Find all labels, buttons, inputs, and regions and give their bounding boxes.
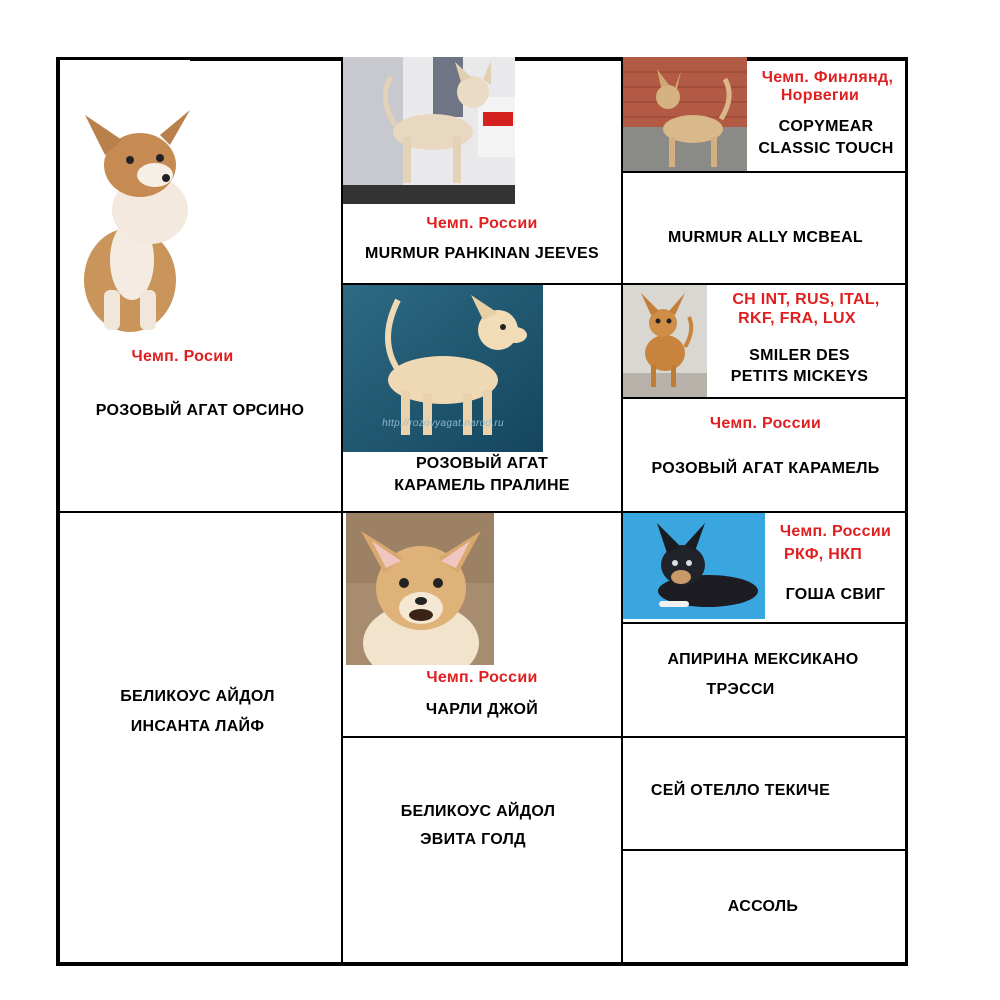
gen3-5-name: ГОША СВИГ bbox=[785, 586, 886, 603]
gen3-4-title: Чемп. России bbox=[709, 415, 822, 432]
sire-dam-name-line1: РОЗОВЫЙ АГАТ bbox=[415, 455, 549, 472]
sire-photo bbox=[60, 60, 190, 335]
gen3-1-name-line1: COPYMEAR bbox=[778, 118, 874, 135]
divider-gen2-b bbox=[341, 736, 623, 738]
dam-name-line1: БЕЛИКОУС АЙДОЛ bbox=[120, 688, 275, 705]
gen3-5-title-line1: Чемп. России bbox=[779, 523, 892, 540]
sire-title: Чемп. Росии bbox=[131, 348, 234, 365]
gen3-6-name-line1: АПИРИНА МЕКСИКАНО bbox=[667, 651, 859, 668]
dam-sire-name: ЧАРЛИ ДЖОЙ bbox=[425, 701, 539, 718]
dam-dam-name-line2: ЭВИТА ГОЛД bbox=[420, 831, 526, 848]
gen3-3-photo bbox=[623, 285, 707, 397]
sire-sire-title: Чемп. России bbox=[426, 215, 538, 232]
divider-gen3-6 bbox=[621, 736, 908, 738]
gen3-7-name: СЕЙ ОТЕЛЛО ТЕКИЧЕ bbox=[650, 782, 831, 799]
dam-name-line2: ИНСАНТА ЛАЙФ bbox=[130, 718, 265, 735]
divider-gen1 bbox=[56, 511, 623, 513]
gen3-3-name-line1: SMILER DES bbox=[749, 347, 850, 364]
gen3-5-title-line2: РКФ, НКП bbox=[784, 546, 862, 563]
gen3-2-name: MURMUR ALLY MCBEAL bbox=[667, 229, 864, 246]
gen3-3-title-line2: RKF, FRA, LUX bbox=[738, 310, 856, 327]
divider-gen3-7 bbox=[621, 849, 908, 851]
dam-sire-photo bbox=[346, 513, 494, 665]
divider-gen3-1 bbox=[621, 171, 908, 173]
divider-gen3-3 bbox=[621, 397, 908, 399]
gen3-1-name-line2: CLASSIC TOUCH bbox=[758, 140, 894, 157]
gen3-8-name: АССОЛЬ bbox=[727, 898, 799, 915]
sire-sire-photo bbox=[343, 57, 515, 204]
gen3-1-photo bbox=[623, 57, 747, 171]
gen3-4-name: РОЗОВЫЙ АГАТ КАРАМЕЛЬ bbox=[651, 460, 880, 477]
dam-dam-name-line1: БЕЛИКОУС АЙДОЛ bbox=[400, 803, 556, 820]
sire-name: РОЗОВЫЙ АГАТ ОРСИНО bbox=[95, 402, 305, 419]
dam-sire-title: Чемп. России bbox=[426, 669, 538, 686]
divider-gen3-5 bbox=[621, 622, 908, 624]
gen3-1-title-line2: Норвегии bbox=[780, 87, 860, 104]
gen3-1-title-line1: Чемп. Финлянд, bbox=[761, 69, 894, 86]
gen3-5-photo bbox=[623, 513, 765, 619]
gen3-6-name-line2: ТРЭССИ bbox=[706, 681, 775, 698]
sire-sire-name: MURMUR PAHKINAN JEEVES bbox=[365, 245, 599, 262]
gen3-3-title-line1: CH INT, RUS, ITAL, bbox=[732, 291, 880, 308]
sire-dam-name-line2: КАРАМЕЛЬ ПРАЛИНЕ bbox=[394, 477, 570, 494]
gen3-3-name-line2: PETITS MICKEYS bbox=[730, 368, 869, 385]
sire-dam-watermark: http://rozovyagat.narod.ru bbox=[382, 418, 504, 429]
